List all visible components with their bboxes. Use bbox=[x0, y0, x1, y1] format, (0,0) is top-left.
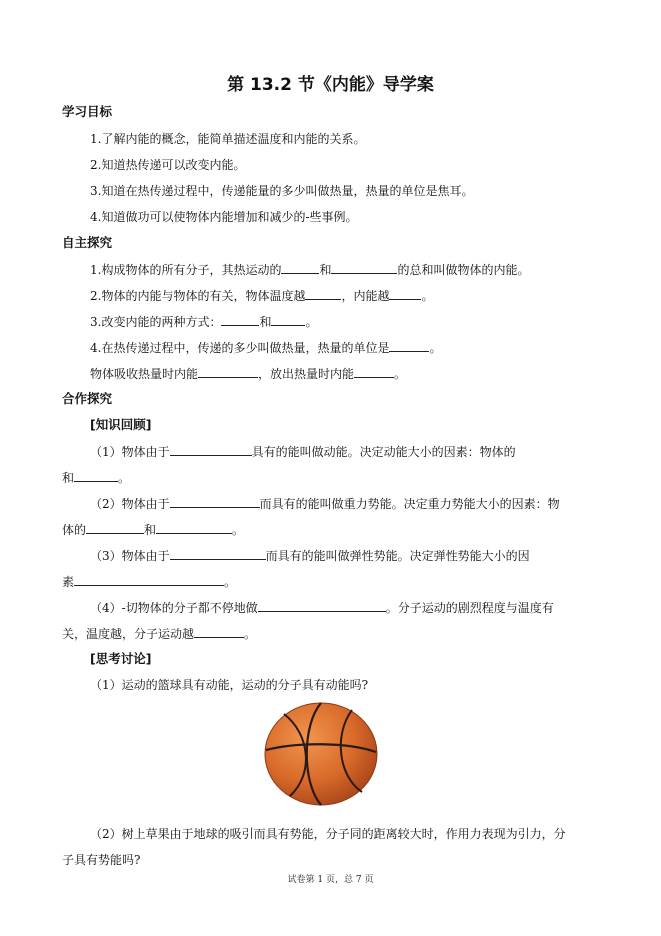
answer-blank[interactable] bbox=[221, 313, 259, 326]
question-text: 和 bbox=[62, 471, 75, 485]
question-text: 和 bbox=[144, 523, 157, 537]
answer-blank[interactable] bbox=[170, 547, 266, 560]
question-text: 。 bbox=[421, 289, 434, 303]
answer-blank[interactable] bbox=[389, 287, 421, 300]
question-text: 1.构成物体的所有分子，其热运动的 bbox=[90, 263, 282, 277]
question-text: 。 bbox=[429, 341, 442, 355]
question-text: 。 bbox=[118, 471, 131, 485]
review-question-1-cont bbox=[62, 469, 130, 486]
answer-blank[interactable] bbox=[170, 443, 252, 456]
answer-blank[interactable] bbox=[281, 261, 319, 274]
question-text: （3）物体由于 bbox=[90, 549, 170, 563]
question-text: 的总和叫做物体的内能。 bbox=[397, 263, 530, 277]
self-question-3 bbox=[90, 313, 317, 330]
goal-item: 2.知道热传递可以改变内能。 bbox=[90, 158, 246, 172]
review-question-4 bbox=[90, 599, 554, 616]
question-text: 。 bbox=[244, 627, 257, 641]
answer-blank[interactable] bbox=[74, 469, 118, 482]
answer-blank[interactable] bbox=[258, 599, 386, 612]
question-text: 。 bbox=[394, 367, 407, 381]
review-question-1 bbox=[90, 443, 516, 460]
question-text: 。 bbox=[224, 575, 237, 589]
answer-blank[interactable] bbox=[198, 365, 258, 378]
question-text: 4.在热传递过程中，传递的多少叫做热量，热量的单位是 bbox=[90, 341, 390, 355]
question-text: 。 bbox=[232, 523, 245, 537]
section-heading-coop: 合作探究 bbox=[62, 391, 113, 406]
question-text: 2.物体的内能与物体的有关，物体温度越 bbox=[90, 289, 306, 303]
question-text: 素 bbox=[62, 575, 75, 589]
question-text: ，放出热量时内能 bbox=[258, 367, 355, 381]
subheading-discuss: [思考讨论] bbox=[90, 651, 152, 666]
answer-blank[interactable] bbox=[194, 625, 244, 638]
discuss-question-2-cont: 子具有势能吗? bbox=[62, 853, 141, 867]
page-title: 第 13.2 节《内能》导学案 bbox=[227, 75, 434, 95]
answer-blank[interactable] bbox=[86, 521, 144, 534]
review-question-2 bbox=[90, 495, 560, 512]
self-question-1 bbox=[90, 261, 529, 278]
goal-item: 4.知道做功可以使物体内能增加和减少的-些事例。 bbox=[90, 210, 358, 224]
answer-blank[interactable] bbox=[74, 573, 224, 586]
question-text: 物体吸收热量时内能 bbox=[90, 367, 199, 381]
question-text: 关，温度越，分子运动越 bbox=[62, 627, 195, 641]
discuss-question-2: （2）树上草果由于地球的吸引而具有势能，分子同的距离较大时，作用力表现为引力，分 bbox=[90, 827, 566, 841]
answer-blank[interactable] bbox=[331, 261, 397, 274]
question-text: 3.改变内能的两种方式： bbox=[90, 315, 222, 329]
question-text: 。 bbox=[305, 315, 318, 329]
question-text: 和 bbox=[319, 263, 332, 277]
answer-blank[interactable] bbox=[305, 287, 341, 300]
subheading-review: [知识回顾] bbox=[90, 417, 152, 432]
answer-blank[interactable] bbox=[156, 521, 232, 534]
question-text: 和 bbox=[259, 315, 272, 329]
discuss-question-1: （1）运动的篮球具有动能，运动的分子具有动能吗? bbox=[90, 678, 369, 692]
page-footer: 试卷第 1 页，总 7 页 bbox=[287, 875, 374, 885]
question-text: （1）物体由于 bbox=[90, 445, 170, 459]
question-text: 体的 bbox=[62, 523, 87, 537]
answer-blank[interactable] bbox=[170, 495, 260, 508]
answer-blank[interactable] bbox=[271, 313, 305, 326]
review-question-2-cont bbox=[62, 521, 244, 538]
self-question-5 bbox=[90, 365, 406, 382]
answer-blank[interactable] bbox=[354, 365, 394, 378]
review-question-3 bbox=[90, 547, 530, 564]
review-question-3-cont bbox=[62, 573, 236, 590]
question-text: 而具有的能叫做弹性势能。决定弹性势能大小的因 bbox=[265, 549, 530, 563]
question-text: （4）-切物体的分子都不停地做 bbox=[90, 601, 258, 615]
question-text: （2）物体由于 bbox=[90, 497, 170, 511]
section-heading-goals: 学习目标 bbox=[62, 104, 113, 119]
review-question-4-cont bbox=[62, 625, 256, 642]
basketball-image bbox=[262, 700, 380, 808]
question-text: 。分子运动的剧烈程度与温度有 bbox=[385, 601, 554, 615]
goal-item: 3.知道在热传递过程中，传递能量的多少叫做热量，热量的单位是焦耳。 bbox=[90, 184, 474, 198]
answer-blank[interactable] bbox=[389, 339, 429, 352]
section-heading-self: 自主探究 bbox=[62, 235, 113, 250]
self-question-2 bbox=[90, 287, 433, 304]
self-question-4 bbox=[90, 339, 441, 356]
question-text: 而具有的能叫做重力势能。决定重力势能大小的因素：物 bbox=[259, 497, 560, 511]
question-text: 具有的能叫做动能。决定动能大小的因素：物体的 bbox=[251, 445, 516, 459]
goal-item: 1.了解内能的概念，能简单描述温度和内能的关系。 bbox=[90, 132, 366, 146]
question-text: ，内能越 bbox=[341, 289, 390, 303]
